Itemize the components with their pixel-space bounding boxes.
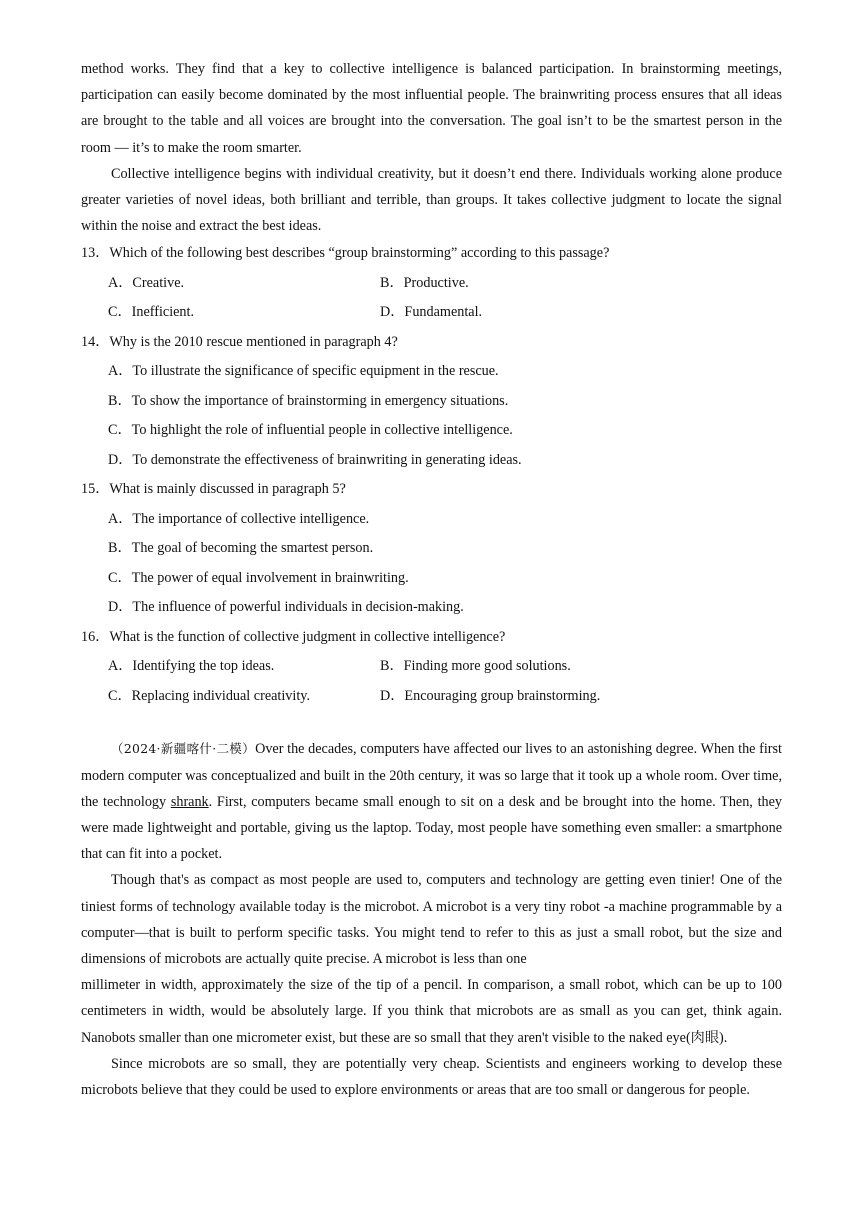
question-number: 15．	[81, 481, 110, 498]
passage2-paragraph-1	[81, 736, 782, 867]
paragraph-text-continued: . First, computers became small enough to sit on a desk and be brought into the home. Then, they were made lightweight and portable, giving us the laptop. Today, most people have something even smaller: a smartphone that can fit into a pocket.	[81, 793, 783, 863]
option-a: A．Creative.	[108, 274, 185, 291]
option-c: C．Replacing individual creativity.	[108, 687, 310, 704]
option-b: B．Finding more good solutions.	[380, 658, 571, 675]
option-d: D．Fundamental.	[380, 304, 483, 321]
option-d: D．To demonstrate the effectiveness of brainwriting in generating ideas.	[108, 451, 522, 468]
option-c: C．Inefficient.	[108, 304, 195, 321]
option-c: C．To highlight the role of influential people in collective intelligence.	[108, 422, 513, 439]
option-d: D．The influence of powerful individuals in decision-making.	[108, 599, 464, 616]
option-b: B．The goal of becoming the smartest person.	[108, 540, 374, 557]
question-number: 16．	[81, 628, 110, 645]
passage2-paragraph-2: Though that's as compact as most people are used to, computers and technology are getting even tinier! One of the tiniest forms of technology available today is the microbot. A microbot is a very tiny robot -a machine programmable by a computer—that is built to perform specific tasks. You might tend to refer to this as just a small robot, but the size and dimensions of microbots are actually quite precise. A microbot is less than one	[81, 872, 782, 968]
question-number: 13．	[81, 245, 110, 262]
option-a: A．The importance of collective intelligence.	[108, 510, 370, 527]
question-number: 14．	[81, 333, 110, 350]
passage1-paragraph-final: Collective intelligence begins with individual creativity, but it doesn’t end there. Individuals working alone produce greater varieties of novel ideas, both brilliant and terrible, than groups. It takes collective judgment to locate the signal within the noise and extract the best ideas.	[81, 165, 782, 235]
underlined-word: shrank	[170, 793, 209, 810]
question-text: What is mainly discussed in paragraph 5?	[109, 481, 346, 498]
option-a: A．Identifying the top ideas.	[108, 658, 275, 675]
passage1-paragraph-tail: method works. They find that a key to collective intelligence is balanced participation. In brainstorming meetings, participation can easily become dominated by the most influential people. The brainwriting process ensures that all ideas are brought to the table and all voices are brought into the conversation. The goal isn’t to be the smartest person in the room — it’s to make the room smarter.	[81, 61, 782, 156]
question-13	[81, 239, 782, 328]
question-text: What is the function of collective judgment in collective intelligence?	[109, 628, 506, 645]
passage2-paragraph-3: Since microbots are so small, they are potentially very cheap. Scientists and engineers working to develop these microbots believe that they could be used to explore environments or areas that are too small or dangerous for people.	[81, 1055, 782, 1099]
passage2-paragraph-2-continued: millimeter in width, approximately the size of the tip of a pencil. In comparison, a small robot, which can be up to 100 centimeters in width, would be absolutely large. If you think that microbots are as small as you can get, think again. Nanobots smaller than one micrometer exist, but these are so small that they aren't visible to the naked eye(肉眼).	[81, 977, 782, 1046]
section-spacer	[81, 711, 782, 736]
question-14	[81, 328, 782, 476]
question-text: Why is the 2010 rescue mentioned in paragraph 4?	[109, 333, 398, 350]
option-a: A．To illustrate the significance of specific equipment in the rescue.	[108, 363, 499, 380]
paragraph-text: Over the decades, computers have affected our lives to an astonishing degree. When the first modern computer was conceptualized and built in the 20th century, it was so large that it took up a whole room. Over time, the technology	[81, 741, 782, 810]
document-page	[81, 56, 782, 1103]
question-text: Which of the following best describes “group brainstorming” according to this passage?	[109, 245, 610, 262]
option-c: C．The power of equal involvement in brainwriting.	[108, 569, 409, 586]
option-b: B．Productive.	[380, 274, 469, 291]
option-d: D．Encouraging group brainstorming.	[380, 687, 601, 704]
question-16	[81, 623, 782, 712]
question-15	[81, 475, 782, 623]
option-b: B．To show the importance of brainstorming in emergency situations.	[108, 392, 509, 409]
passage-source-label: （2024·新疆喀什·二模）	[111, 741, 256, 757]
